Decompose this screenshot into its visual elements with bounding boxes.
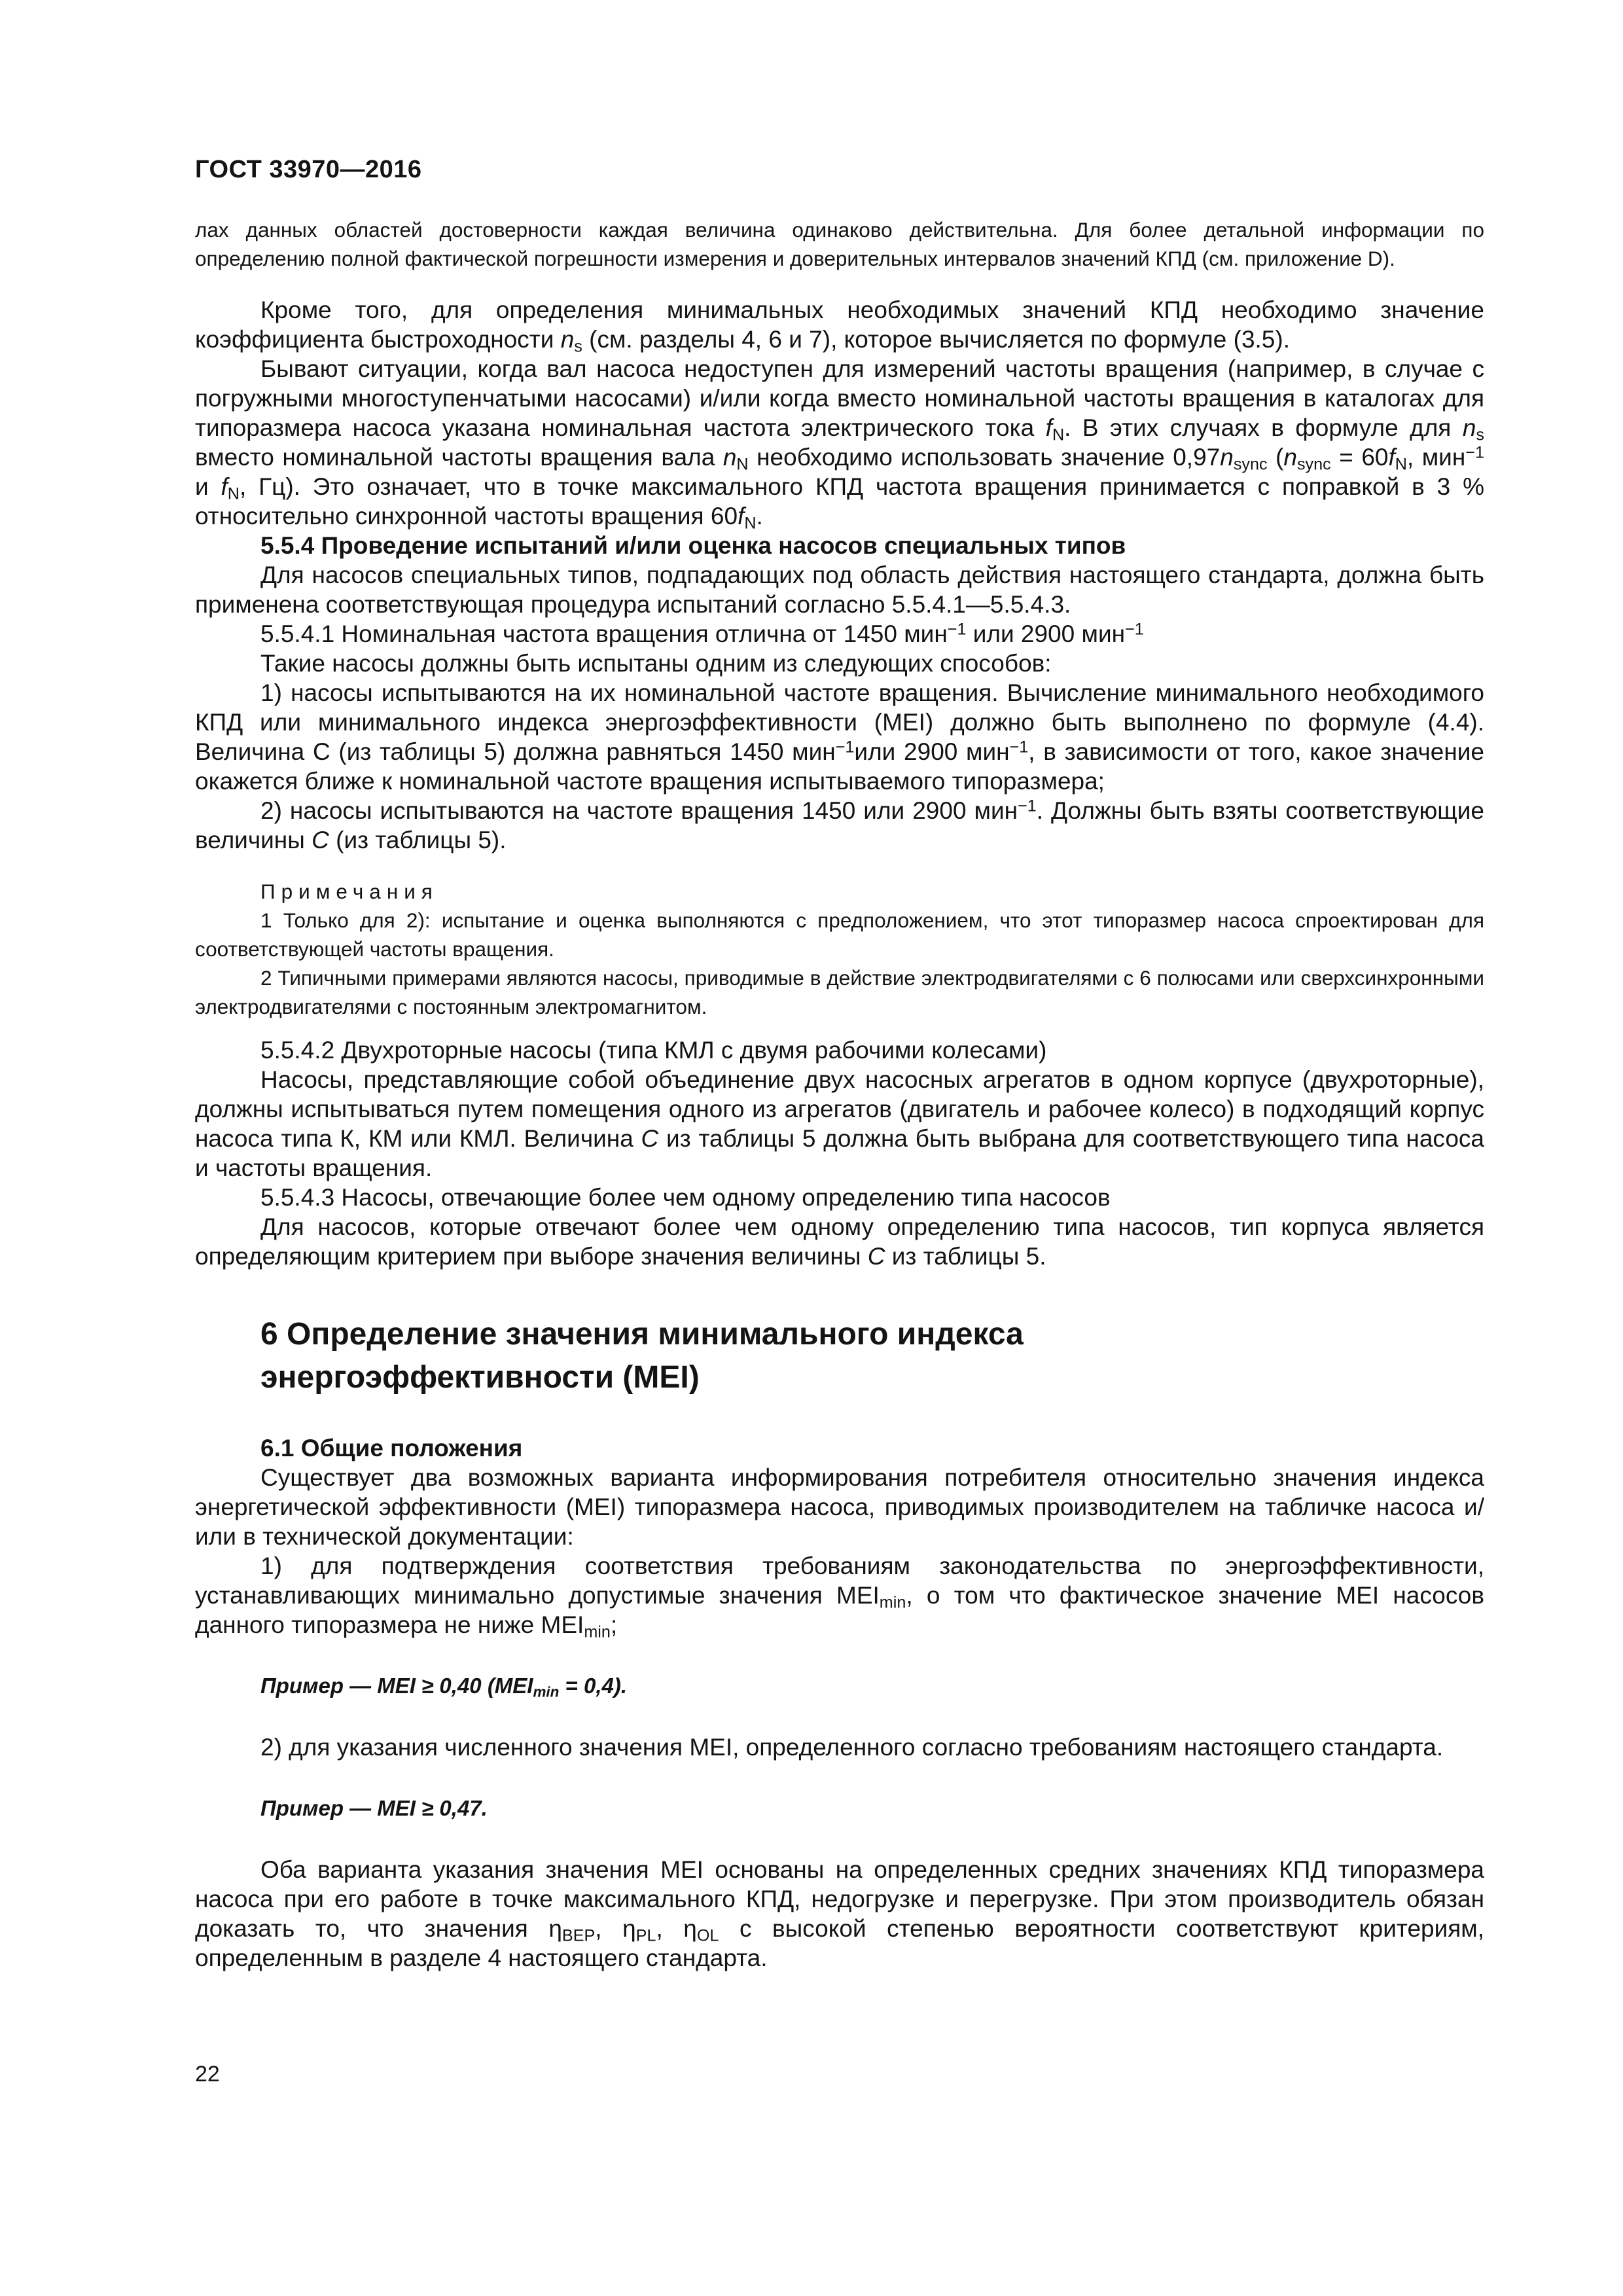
notes-heading: Примечания xyxy=(260,880,438,903)
section-5-5-4-title: 5.5.4 Проведение испытаний и/или оценка насосов специальных типов xyxy=(260,532,1126,559)
intro-paragraph: лах данных областей достоверности каждая величина одинаково действительна. Для более детальной информации по определению полной фактической погрешности измерения и доверительных интервалов значений КПД (см. приложение D). xyxy=(195,218,1484,270)
section-5-5-4-1-title: 5.5.4.1 Номинальная частота вращения отлична от 1450 мин$^{-1}$ или 2900 мин$^{-1}$ xyxy=(260,620,1144,647)
section-6-1-intro: Существует два возможных варианта информирования потребителя относительно значения индекса энергетической эффективности (MEI) типоразмера насоса, приводимых производителем на табличке насоса и/или в технической документации: xyxy=(195,1464,1484,1550)
ns-paragraph: Кроме того, для определения минимальных необходимых значений КПД необходимо значение коэффициента быстроходности $n_s$ (см. разделы 4, 6 и 7), которое вычисляется по формуле (3.5). xyxy=(195,296,1484,356)
section-6-1-item-2: 2) для указания численного значения MEI, определенного согласно требованиям настоящего стандарта. xyxy=(260,1734,1444,1761)
section-5-5-4-2-text: Насосы, представляющие собой объединение двух насосных агрегатов в одном корпусе (двухроторные), должны испытываться путем помещения одного из агрегатов (двигатель и рабочее колесо) в подходящий корпус насоса типа К, КМ или КМЛ. Величина C из таблицы 5 должна быть выбрана для соответствующего типа насоса и частоты вращения. xyxy=(195,1066,1484,1181)
example-1: Пример — MEI ≥ 0,40 $(MEI_{min} = 0,4)$. xyxy=(260,1674,628,1700)
list-item-2: 2) насосы испытываются на частоте вращения 1450 или 2900 мин$^{-1}$. Должны быть взяты соответствующие величины C (из таблицы 5). xyxy=(195,797,1484,853)
section-5-5-4-3-title: 5.5.4.3 Насосы, отвечающие более чем одному определению типа насосов xyxy=(260,1184,1111,1211)
list-item-1: 1) насосы испытываются на их номинальной частоте вращения. Вычисление минимального необходимого КПД или минимального индекса энергоэффективности (MEI) должно быть выполнено по формуле (4.4). Величина С (из таблицы 5) должна равняться 1450 мин$^{-1}$или 2900 мин$^{-1}$, в зависимости от того, какое значение окажется ближе к номинальной частоте вращения испытываемого типоразмера; xyxy=(195,679,1484,795)
document-header: ГОСТ 33970—2016 xyxy=(195,156,422,183)
document-page xyxy=(195,156,1484,1973)
example-2: Пример — MEI ≥ 0,47. xyxy=(260,1796,488,1820)
page-number: 22 xyxy=(195,2062,220,2087)
section-6-title: 6 Определение значения минимального индекса энергоэффективности (MEI) xyxy=(260,1317,1024,1395)
test-methods-intro: Такие насосы должны быть испытаны одним из следующих способов: xyxy=(260,650,1052,677)
section-5-5-4-text: Для насосов специальных типов, подпадающих под область действия настоящего стандарта, должна быть применена соответствующая процедура испытаний согласно 5.5.4.1—5.5.4.3. xyxy=(195,562,1484,618)
note-2: 2 Типичными примерами являются насосы, приводимые в действие электродвигателями с 6 полюсами или сверхсинхронными электродвигателями с постоянным электромагнитом. xyxy=(195,966,1484,1018)
section-6-1-title: 6.1 Общие положения xyxy=(260,1435,523,1462)
shaft-paragraph: Бывают ситуации, когда вал насоса недоступен для измерений частоты вращения (например, в случае с погружными многоступенчатыми насосами) и/или когда вместо номинальной частоты вращения в каталогах для типоразмера насоса указана номинальная частота электрического тока $f_N$. В этих случаях в формуле для $n_s$ вместо номинальной частоты вращения вала $n_N$ необходимо использовать значение $0,97n_{sync}$ ($n_{sync} = 60f_N$, мин$^{-1}$ и $f_N$, Гц). Это означает, что в точке максимального КПД частота вращения принимается с поправкой в 3 % относительно синхронной частоты вращения $60f_N$. xyxy=(195,355,1484,533)
section-5-5-4-3-text: Для насосов, которые отвечают более чем одному определению типа насосов, тип корпуса является определяющим критерием при выборе значения величины C из таблицы 5. xyxy=(195,1213,1484,1270)
note-1: 1 Только для 2): испытание и оценка выполняются с предположением, что этот типоразмер насоса спроектирован для соответствующей частоты вращения. xyxy=(195,908,1484,961)
section-6-1-final: Оба варианта указания значения MEI основаны на определенных средних значениях КПД типоразмера насоса при его работе в точке максимального КПД, недогрузке и перегрузке. При этом производитель обязан доказать то, что значения $\eta_{BEP}$, $\eta_{PL}$, $\eta_{OL}$ с высокой степенью вероятности соответствуют критериям, определенным в разделе 4 настоящего стандарта. xyxy=(195,1856,1485,1971)
section-6-1-item-1: 1) для подтверждения соответствия требованиям законодательства по энергоэффективности, устанавливающих минимально допустимые значения $MEI_{min}$, о том что фактическое значение MEI насосов данного типоразмера не ниже $MEI_{min}$; xyxy=(195,1552,1485,1641)
section-5-5-4-2-title: 5.5.4.2 Двухроторные насосы (типа КМЛ с двумя рабочими колесами) xyxy=(260,1037,1047,1064)
